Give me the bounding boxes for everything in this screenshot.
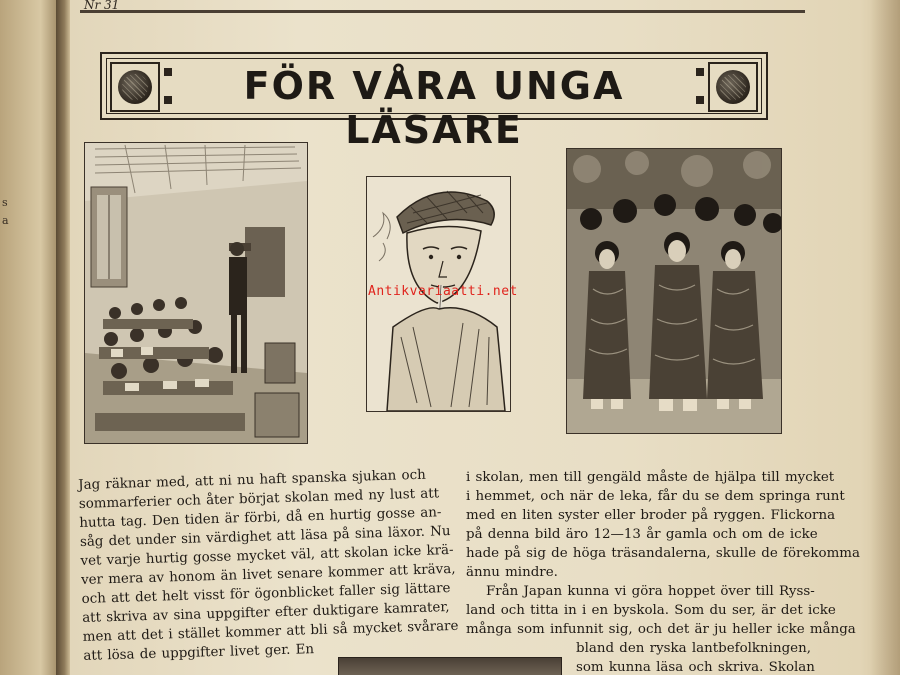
classroom-illustration [85,143,307,443]
text-line: att skriva av sina uppgifter efter duktigare kamrater, [82,600,450,626]
text-line: hade på sig de höga träsandalerna, skulle de förekomma [466,546,860,561]
text-line: att lösa de uppgifter livet ger. En [83,642,315,664]
text-line: i hemmet, och när de leka, får du se dem springa runt [466,489,845,504]
text-line: vet varje hurtig gosse mycket väl, att skolan icke krä- [80,542,454,569]
watermark: Antikvariaatti.net [368,284,518,299]
text-line: många som infunnit sig, och det är ju heller icke många [466,622,856,637]
left-page-edge [0,0,58,675]
left-page-fragment: a [2,214,9,227]
text-line: som kunna läsa och skriva. Skolan [576,660,815,675]
banner-notch [164,96,172,104]
text-column-right [466,468,860,675]
classroom-photo [84,142,308,444]
left-page-fragment: s [2,196,8,209]
text-line: såg det under sin värdighet att läsa på sina läxor. Nu [79,523,451,550]
banner-title: FÖR VÅRA UNGA LÄSARE [243,64,625,152]
section-banner [100,52,768,152]
text-line: land och titta in i en byskola. Som du ser, är det icke [466,603,836,618]
text-line: Från Japan kunna vi göra hoppet över till Ryss- [486,584,815,599]
banner-notch [696,96,704,104]
text-line: i skolan, men till gengäld måste de hjälpa till mycket [466,470,835,485]
banner-notch [164,68,172,76]
text-line: med en liten syster eller broder på ryggen. Flickorna [466,508,836,523]
text-line: bland den ryska lantbefolkningen, [576,641,811,656]
header-rule [80,10,805,13]
book-gutter [56,0,70,675]
girls-group-photo [566,148,782,434]
text-line: ver mera av honom än livet senare kommer att kräva, [80,561,456,588]
text-line: på denna bild äro 12—13 år gamla och om de icke [466,527,818,542]
girls-group-illustration [567,149,781,433]
page-shadow [870,0,900,675]
globe-ornament-right [708,62,758,112]
page-number: Nr 31 [84,0,120,12]
bottom-photo-edge [338,657,562,675]
text-line: sommarferier och åter börjat skolan med ny lust att [78,486,440,512]
banner-notch [696,68,704,76]
text-column-left [78,465,459,666]
text-line: Jag räknar med, att ni nu haft spanska sjukan och [78,467,426,493]
text-line: hutta tag. Den tiden är förbi, då en hurtig gosse an- [79,505,442,531]
text-line: men att det i stället kommer att bli så mycket svårare [82,618,459,645]
text-line: ännu mindre. [466,565,558,580]
text-line: och att det helt visst för ögonblicket faller sig lättare [81,581,451,607]
globe-ornament-left [110,62,160,112]
